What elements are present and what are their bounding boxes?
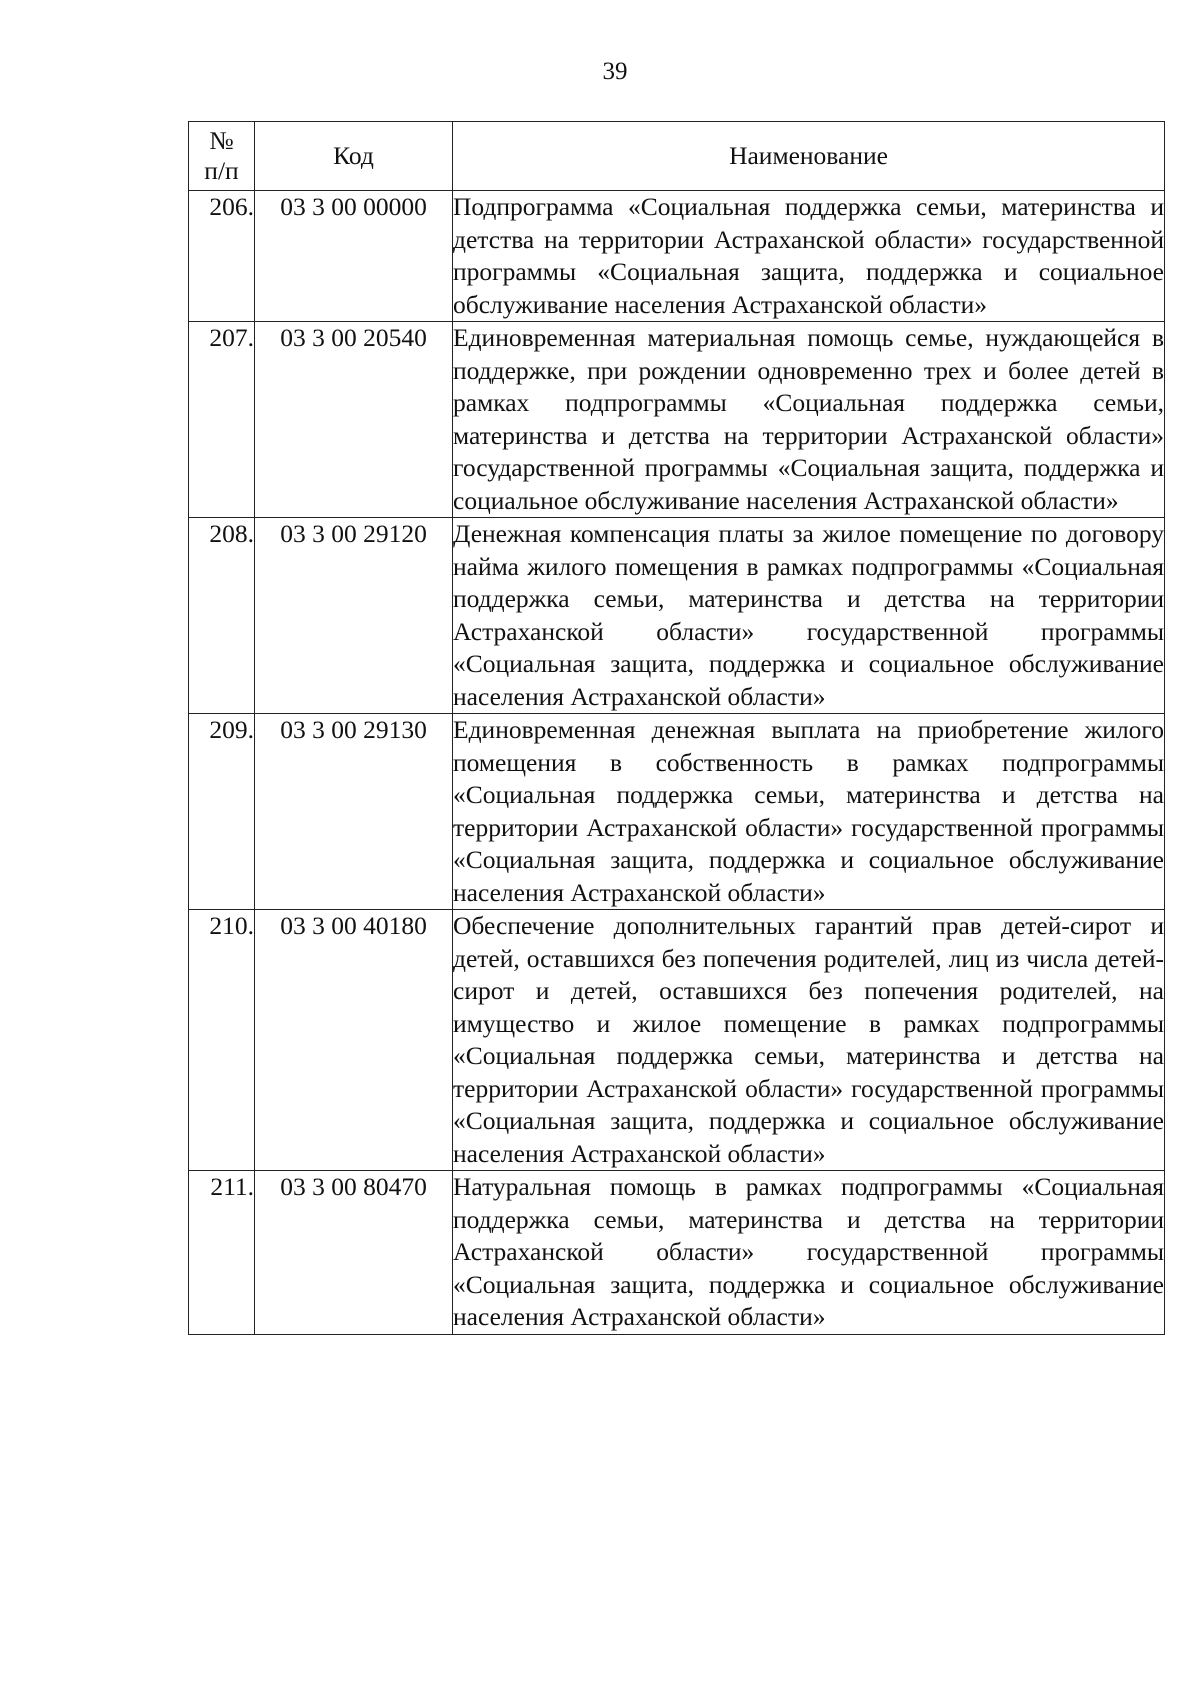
table-row: [189, 910, 1165, 1171]
table-row: [189, 191, 1165, 322]
header-num-symbol: №: [209, 126, 234, 155]
row-name: Денежная компенсация платы за жилое помещение по договору найма жилого помещения в рамках подпрограммы «Социальная поддержка семьи, материнства и детства на территории Астраханской области» государственной программы «Социальная защита, поддержка и социальное обслуживание населения Астраханской области»: [453, 518, 1165, 714]
page-number: 39: [602, 58, 628, 85]
row-number: 209.: [189, 714, 255, 910]
table-row: [189, 714, 1165, 910]
header-num-label: п/п: [204, 156, 239, 185]
table-row: [189, 322, 1165, 518]
row-number: 211.: [189, 1171, 255, 1335]
row-code: 03 3 00 20540: [255, 322, 453, 518]
classification-table: [188, 121, 1165, 1335]
row-number: 207.: [189, 322, 255, 518]
table-header-row: [189, 122, 1165, 191]
header-code: Код: [255, 122, 453, 191]
row-code: 03 3 00 29130: [255, 714, 453, 910]
header-name: Наименование: [453, 122, 1165, 191]
row-name: Подпрограмма «Социальная поддержка семьи, материнства и детства на территории Астраханской области» государственной программы «Социальная защита, поддержка и социальное обслуживание населения Астраханской области»: [453, 191, 1165, 322]
row-number: 206.: [189, 191, 255, 322]
header-num: [189, 122, 255, 191]
row-number: 208.: [189, 518, 255, 714]
table-row: [189, 518, 1165, 714]
row-name: Натуральная помощь в рамках подпрограммы «Социальная поддержка семьи, материнства и детства на территории Астраханской области» государственной программы «Социальная защита, поддержка и социальное обслуживание населения Астраханской области»: [453, 1171, 1165, 1335]
table-row: [189, 1171, 1165, 1335]
row-code: 03 3 00 40180: [255, 910, 453, 1171]
row-name: Единовременная денежная выплата на приобретение жилого помещения в собственность в рамках подпрограммы «Социальная поддержка семьи, материнства и детства на территории Астраханской области» государственной программы «Социальная защита, поддержка и социальное обслуживание населения Астраханской области»: [453, 714, 1165, 910]
row-code: 03 3 00 00000: [255, 191, 453, 322]
row-number: 210.: [189, 910, 255, 1171]
row-code: 03 3 00 80470: [255, 1171, 453, 1335]
row-name: Обеспечение дополнительных гарантий прав детей-сирот и детей, оставшихся без попечения родителей, лиц из числа детей-сирот и детей, оставшихся без попечения родителей, на имущество и жилое помещение в рамках подпрограммы «Социальная поддержка семьи, материнства и детства на территории Астраханской области» государственной программы «Социальная защита, поддержка и социальное обслуживание населения Астраханской области»: [453, 910, 1165, 1171]
row-code: 03 3 00 29120: [255, 518, 453, 714]
row-name: Единовременная материальная помощь семье, нуждающейся в поддержке, при рождении одновременно трех и более детей в рамках подпрограммы «Социальная поддержка семьи, материнства и детства на территории Астраханской области» государственной программы «Социальная защита, поддержка и социальное обслуживание населения Астраханской области»: [453, 322, 1165, 518]
